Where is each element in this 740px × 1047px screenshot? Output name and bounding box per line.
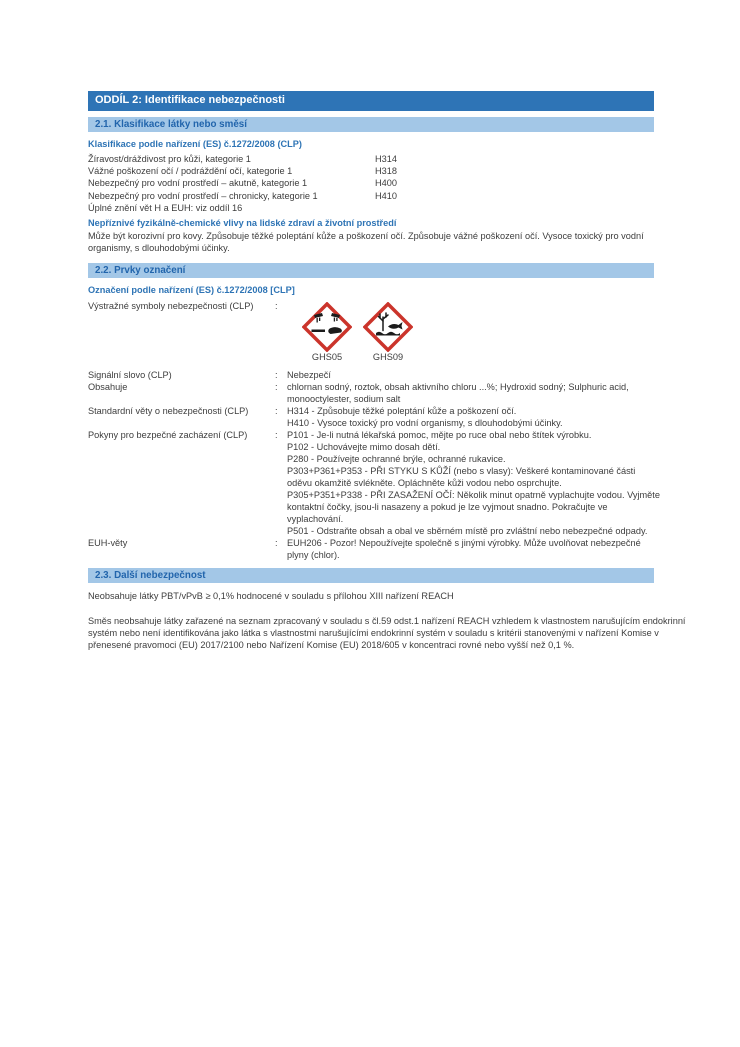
euh-statements-label: EUH-věty bbox=[88, 538, 128, 549]
hazard-code: H318 bbox=[375, 166, 397, 177]
colon-separator: : bbox=[275, 430, 278, 441]
ghs05-corrosion-icon bbox=[302, 302, 352, 352]
contains-label: Obsahuje bbox=[88, 382, 128, 393]
hazard-class-label: Žíravost/dráždivost pro kůži, kategorie 1 bbox=[88, 154, 251, 164]
signal-word-value: Nebezpečí bbox=[287, 370, 331, 381]
endocrine-disruptor-paragraph bbox=[88, 615, 686, 652]
hazard-class-label: Nebezpečný pro vodní prostředí – akutně, kategorie 1 bbox=[88, 178, 308, 189]
precautionary-statement-line: P305+P351+P338 - PŘI ZASAŽENÍ OČÍ: Několik minut opatrně vyplachujte vodou. Vyjměte bbox=[287, 490, 660, 501]
ghs05-pictogram bbox=[301, 302, 353, 363]
sds-section-2 bbox=[88, 91, 686, 651]
classification-row bbox=[88, 153, 654, 165]
precautionary-statements-label: Pokyny pro bezpečné zacházení (CLP) bbox=[88, 430, 248, 441]
colon-separator: : bbox=[275, 538, 278, 549]
hazard-code: H314 bbox=[375, 154, 397, 164]
pbt-assessment-line: Neobsahuje látky PBT/vPvB ≥ 0,1% hodnocené v souladu s přílohou XIII nařízení REACH bbox=[88, 591, 454, 602]
hazard-statement-line: H314 - Způsobuje těžké poleptání kůže a poškození očí. bbox=[287, 406, 517, 417]
contains-value-line: chlornan sodný, roztok, obsah aktivního chloru ...%; Hydroxid sodný; Sulphuric acid, bbox=[287, 382, 629, 393]
classification-row bbox=[88, 190, 654, 202]
paragraph-line: systém nebo není identifikována jako látka s vlastnostmi narušujícími endokrinní systém v souladu s kritérii stanovenými v nařízení Komise v bbox=[88, 627, 659, 638]
classification-row bbox=[88, 165, 654, 177]
labelling-heading: Označení podle nařízení (ES) č.1272/2008 [CLP] bbox=[88, 285, 295, 296]
colon-separator: : bbox=[275, 382, 278, 393]
paragraph-line: přenesené pravomoci (EU) 2017/2100 nebo Nařízení Komise (EU) 2018/605 v koncentraci rovné nebo vyšší než 0,1 %. bbox=[88, 640, 575, 651]
subsection-2-1-header: 2.1. Klasifikace látky nebo směsí bbox=[88, 117, 654, 132]
contains-row bbox=[88, 381, 654, 405]
signal-word-label: Signální slovo (CLP) bbox=[88, 370, 172, 381]
precautionary-statement-line: P501 - Odstraňte obsah a obal ve sběrném místě pro zvláštní nebo nebezpečné odpady. bbox=[287, 526, 648, 537]
euh-statement-line: EUH206 - Pozor! Nepoužívejte společně s jinými výrobky. Může uvolňovat nebezpečné bbox=[287, 538, 641, 549]
precautionary-statement-line: kontaktní čočky, jsou-li nasazeny a pokud je lze vyjmout snadno. Pokračujte ve bbox=[287, 502, 608, 513]
paragraph-line: Směs neobsahuje látky zařazené na seznam zpracovaný v souladu s čl.59 odst.1 nařízení REACH vzhledem k vlastnostem narušujícím endokrinní bbox=[88, 615, 686, 626]
hazard-class-label: Vážné poškození očí / podráždění očí, kategorie 1 bbox=[88, 166, 293, 177]
full-wording-note: Úplné znění vět H a EUH: viz oddíl 16 bbox=[88, 202, 243, 213]
contains-value-line: monooctylester, sodium salt bbox=[287, 394, 401, 405]
pictogram-code-label: GHS05 bbox=[311, 352, 343, 363]
precautionary-statement-line: oděvu okamžitě svlékněte. Opláchněte kůži vodou nebo osprchujte. bbox=[287, 478, 562, 489]
hazard-statements-row bbox=[88, 405, 654, 429]
precautionary-statement-line: P102 - Uchovávejte mimo dosah dětí. bbox=[287, 442, 441, 453]
hazard-statements-label: Standardní věty o nebezpečnosti (CLP) bbox=[88, 406, 249, 417]
ghs09-pictogram bbox=[362, 302, 414, 363]
colon-separator: : bbox=[275, 370, 278, 381]
pictogram-code-label: GHS09 bbox=[372, 352, 404, 363]
colon-separator: : bbox=[275, 301, 278, 312]
precautionary-statement-line: P303+P361+P353 - PŘI STYKU S KŮŽÍ (nebo s vlasy): Veškeré kontaminované části bbox=[287, 466, 636, 477]
colon-separator: : bbox=[275, 406, 278, 417]
classification-heading: Klasifikace podle nařízení (ES) č.1272/2008 (CLP) bbox=[88, 139, 302, 149]
classification-row bbox=[88, 177, 654, 189]
precautionary-statement-line: vyplachování. bbox=[287, 514, 344, 525]
classification-table bbox=[88, 153, 654, 214]
paragraph-line: organismy, s dlouhodobými účinky. bbox=[88, 243, 230, 254]
phys-chem-effects-heading: Nepříznivé fyzikálně-chemické vlivy na lidské zdraví a životní prostředí bbox=[88, 218, 397, 229]
pictograms-row-label: Výstražné symboly nebezpečnosti (CLP) bbox=[88, 301, 254, 312]
hazard-code: H400 bbox=[375, 178, 397, 189]
labelling-rows bbox=[88, 300, 660, 561]
precautionary-statements-row bbox=[88, 429, 660, 537]
signal-word-row bbox=[88, 369, 654, 381]
ghs-pictograms bbox=[301, 302, 654, 363]
euh-statement-line: plyny (chlor). bbox=[287, 550, 340, 561]
hazard-code: H410 bbox=[375, 190, 397, 201]
hazard-statement-line: H410 - Vysoce toxický pro vodní organismy, s dlouhodobými účinky. bbox=[287, 418, 563, 429]
paragraph-line: Může být korozivní pro kovy. Způsobuje těžké poleptání kůže a poškození očí. Způsobuje vážné poškození očí. Vysoce toxický pro vodní bbox=[88, 231, 644, 242]
precautionary-statement-line: P280 - Používejte ochranné brýle, ochranné rukavice. bbox=[287, 454, 506, 465]
precautionary-statement-line: P101 - Je-li nutná lékařská pomoc, mějte po ruce obal nebo štítek výrobku. bbox=[287, 430, 592, 441]
ghs09-environment-icon bbox=[363, 302, 413, 352]
phys-chem-effects-paragraph bbox=[88, 230, 654, 254]
subsection-2-3-header: 2.3. Další nebezpečnost bbox=[88, 568, 654, 583]
subsection-2-2-header: 2.2. Prvky označení bbox=[88, 263, 654, 278]
hazard-class-label: Nebezpečný pro vodní prostředí – chronicky, kategorie 1 bbox=[88, 190, 318, 201]
pictograms-row bbox=[88, 300, 654, 369]
euh-statements-row bbox=[88, 537, 654, 561]
section-2-header: ODDÍL 2: Identifikace nebezpečnosti bbox=[88, 91, 654, 111]
